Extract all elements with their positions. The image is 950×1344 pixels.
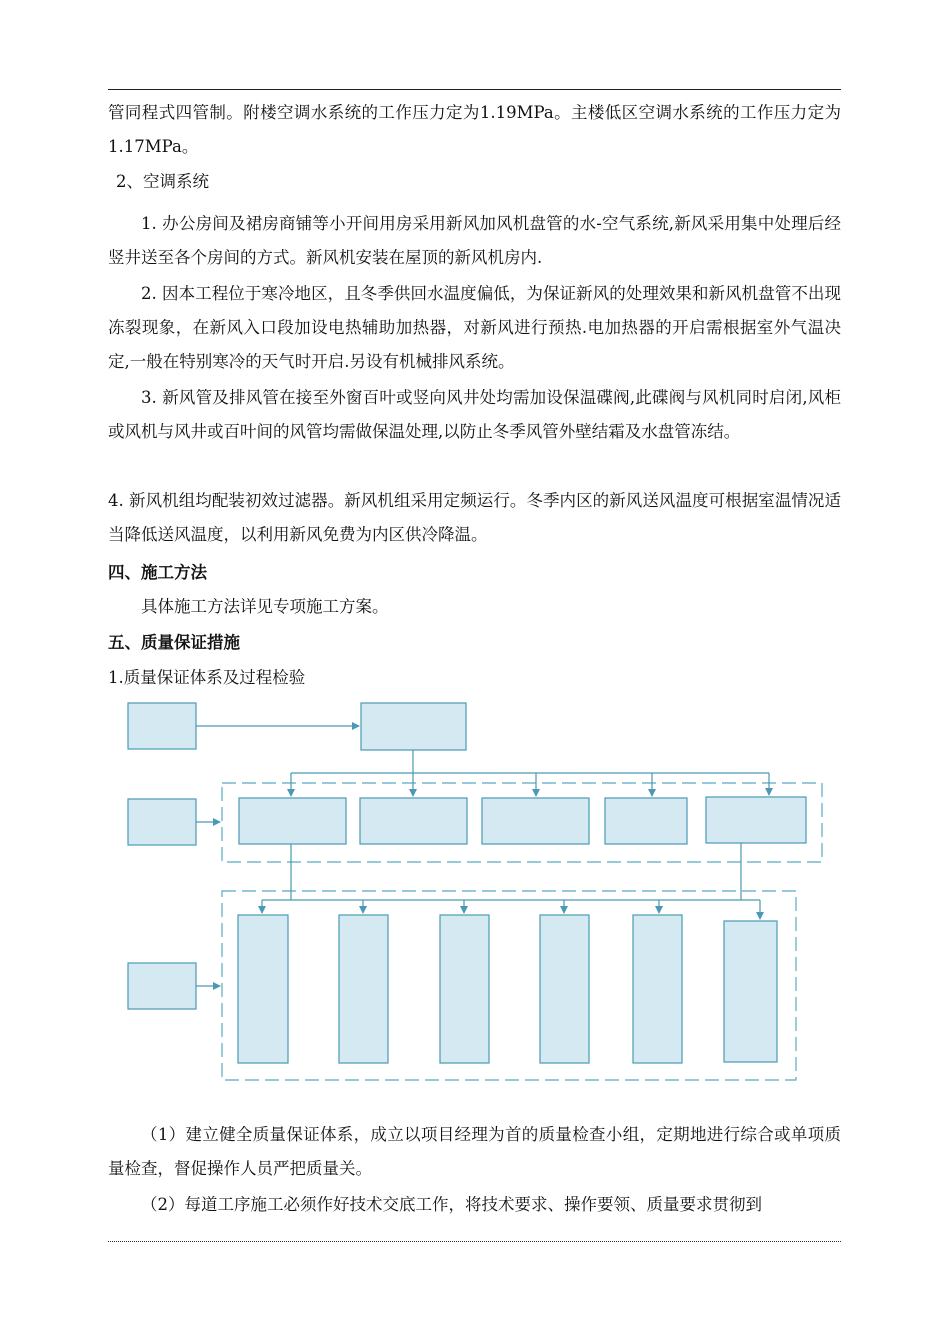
paragraph-ac-3: 3. 新风管及排风管在接至外窗百叶或竖向风井处均需加设保温碟阀,此碟阀与风机同时启闭,风柜或风机与风井或百叶间的风管均需做保温处理,以防止冬季风管外壁结霜及水盘管冻结。: [108, 388, 841, 441]
flow-box-team-6: [724, 921, 777, 1062]
paragraph-ac-4: 4. 新风机组均配装初效过滤器。新风机组采用定频运行。冬季内区的新风送风温度可根据室温情况适当降低送风温度，以利用新风免费为内区供冷降温。: [108, 491, 841, 544]
heading-quality-measures: 五、质量保证措施: [108, 633, 240, 652]
flow-box-team-2: [339, 915, 388, 1063]
heading-construction-method: 四、施工方法: [108, 563, 207, 582]
flow-box-department-4: [605, 798, 687, 844]
flow-box-project-manager: [361, 703, 466, 750]
heading-ac-system: 2、空调系统: [116, 172, 209, 191]
flow-box-team-3: [440, 915, 489, 1063]
footer-rule: [108, 1241, 841, 1242]
flow-box-left-middle: [128, 799, 196, 845]
paragraph-water-pressure: 管同程式四管制。附楼空调水系统的工作压力定为1.19MPa。主楼低区空调水系统的工作压力定为1.17MPa。: [108, 103, 841, 156]
paragraph-quality-2: （2）每道工序施工必须作好技术交底工作，将技术要求、操作要领、质量要求贯彻到: [141, 1195, 762, 1214]
flow-box-team-1: [238, 915, 288, 1063]
flow-box-team-5: [633, 915, 682, 1063]
flow-box-department-5: [706, 797, 806, 843]
paragraph-ac-1: 1. 办公房间及裙房商铺等小开间用房采用新风加风机盘管的水-空气系统,新风采用集中处理后经竖井送至各个房间的方式。新风机安装在屋顶的新风机房内.: [108, 214, 841, 267]
paragraph-construction-method: 具体施工方法详见专项施工方案。: [141, 597, 389, 616]
flow-box-department-2: [360, 798, 467, 844]
flow-box-department-3: [482, 798, 589, 844]
flow-box-department-1: [239, 798, 346, 844]
paragraph-quality-1: （1）建立健全质量保证体系，成立以项目经理为首的质量检查小组，定期地进行综合或单项质量检查，督促操作人员严把质量关。: [108, 1125, 841, 1178]
flow-box-team-4: [540, 915, 589, 1063]
dashed-group-teams: [222, 891, 796, 1080]
flow-box-left-top: [128, 703, 196, 749]
paragraph-ac-2: 2. 因本工程位于寒冷地区，且冬季供回水温度偏低，为保证新风的处理效果和新风机盘管不出现冻裂现象，在新风入口段加设电热辅助加热器，对新风进行预热.电加热器的开启需根据室外气温决定,一般在特别寒冷的天气时开启.另设有机械排风系统。: [108, 284, 841, 371]
heading-quality-system: 1.质量保证体系及过程检验: [108, 668, 306, 687]
flow-box-left-bottom: [128, 963, 196, 1009]
